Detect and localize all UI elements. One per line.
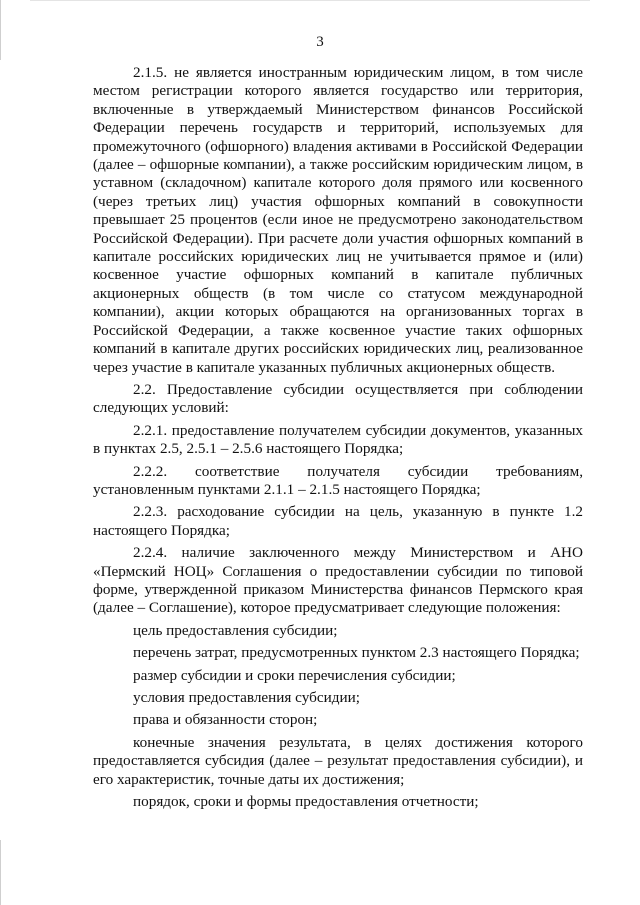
- list-item: права и обязанности сторон;: [133, 711, 318, 729]
- paragraph-2-2-1: 2.2.1. предоставление получателем субсидии документов, указанных в пунктах 2.5, 2.5.1 – 2.5.6 настоящего Порядка;: [93, 421, 583, 458]
- paragraph-reporting: порядок, сроки и формы предоставления отчетности;: [133, 793, 479, 811]
- list-item: перечень затрат, предусмотренных пунктом 2.3 настоящего Порядка;: [133, 644, 580, 662]
- page-number: 3: [316, 34, 324, 50]
- paragraph-2-2-2: 2.2.2. соответствие получателя субсидии требованиям, установленным пунктами 2.1.1 – 2.1.5 настоящего Порядка;: [93, 462, 583, 498]
- scan-left-edge-bottom: [0, 840, 1, 905]
- paragraph-2-2: 2.2. Предоставление субсидии осуществляется при соблюдении следующих условий:: [93, 380, 583, 417]
- document-body: [93, 64, 583, 811]
- paragraph-2-2-3: 2.2.3. расходование субсидии на цель, указанную в пункте 1.2 настоящего Порядка;: [93, 503, 583, 539]
- list-item: размер субсидии и сроки перечисления субсидии;: [133, 666, 456, 684]
- list-item: цель предоставления субсидии;: [133, 621, 338, 639]
- list-item: условия предоставления субсидии;: [133, 689, 360, 706]
- scan-top-edge: [30, 0, 590, 1]
- paragraph-result: конечные значения результата, в целях достижения которого предоставляется субсидия (далее – результат предоставления субсидии), и его характеристик, точные даты их достижения;: [93, 733, 583, 788]
- paragraph-2-2-4: 2.2.4. наличие заключенного между Министерством и АНО «Пермский НОЦ» Соглашения о предоставлении субсидии по типовой форме, утвержденной приказом Министерства финансов Пермского края (далее – Соглашение), которое предусматривает следующие положения:: [93, 544, 583, 617]
- scan-left-edge-top: [0, 0, 1, 60]
- paragraph-2-1-5: 2.1.5. не является иностранным юридическим лицом, в том числе местом регистрации которого является государство или территория, включенные в утверждаемый Министерством финансов Российской Федерации перечень государств и территорий, используемых для промежуточного (офшорного) владения активами в Российской Федерации (далее – офшорные компании), а также российским юридическим лицом, в уставном (складочном) капитале которого доля прямого или косвенного (через третьих лиц) участия офшорных компаний в совокупности превышает 25 процентов (если иное не предусмотрено законодательством Российской Федерации). При расчете доли участия офшорных компаний в капитале российских юридических лиц не учитывается прямое и (или) косвенное участие офшорных компаний в капитале публичных акционерных обществ (в том числе со статусом международной компании), акции которых обращаются на организованных торгах в Российской Федерации, а также косвенное участие таких офшорных компаний в капитале других российских юридических лиц, реализованное через участие в капитале указанных публичных акционерных обществ.: [93, 64, 583, 376]
